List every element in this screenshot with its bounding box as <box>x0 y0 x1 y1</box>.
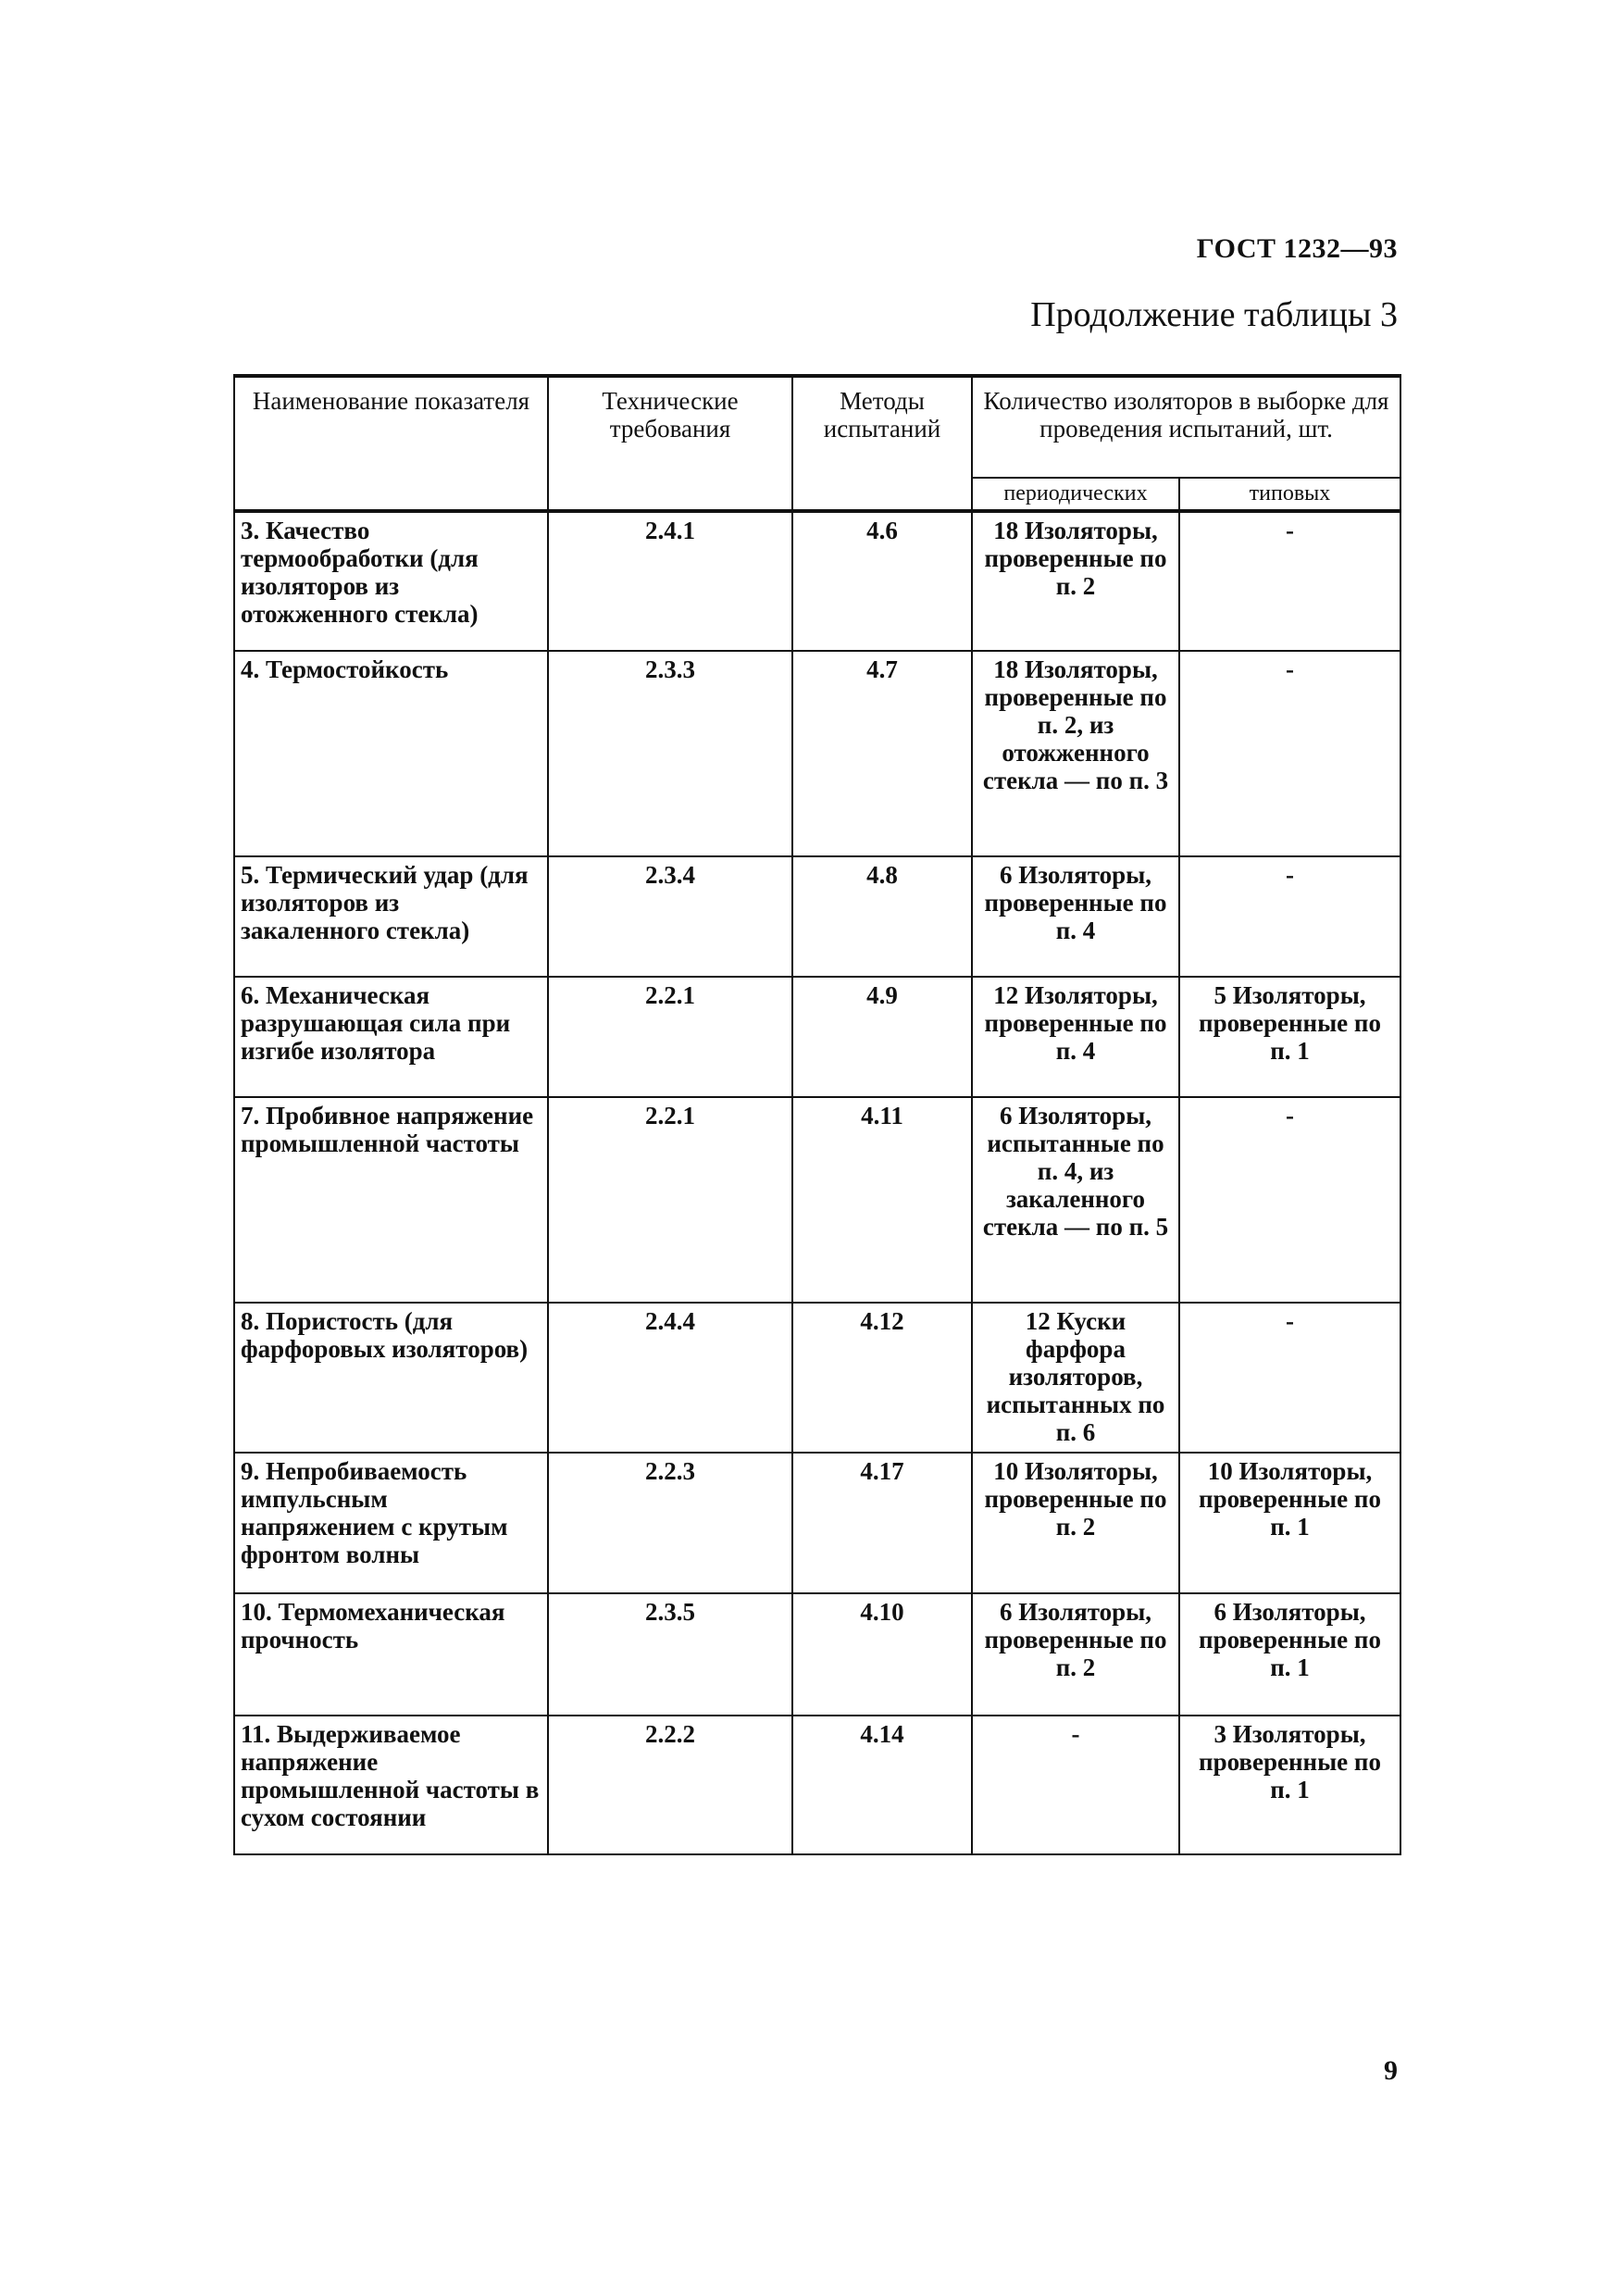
row-tech-cell: 2.4.1 <box>548 511 792 651</box>
row-periodic-cell: 6 Изоляторы, испытанные по п. 4, из закаленного стекла — по п. 5 <box>972 1097 1179 1303</box>
table-row <box>234 1716 1400 1854</box>
row-name-cell: 3. Качество термообработки (для изоляторов из отожженного стекла) <box>234 511 548 651</box>
row-type-cell: - <box>1179 1303 1400 1453</box>
row-method-cell: 4.7 <box>792 651 972 856</box>
row-tech-cell: 2.4.4 <box>548 1303 792 1453</box>
row-type-cell: 5 Изоляторы, проверенные по п. 1 <box>1179 977 1400 1097</box>
test-table <box>233 374 1401 1855</box>
table-row <box>234 511 1400 651</box>
row-type-cell: 6 Изоляторы, проверенные по п. 1 <box>1179 1593 1400 1716</box>
row-method-cell: 4.11 <box>792 1097 972 1303</box>
table-row <box>234 856 1400 977</box>
col-header-type: типовых <box>1179 478 1400 512</box>
row-periodic-cell: 12 Куски фарфора изоляторов, испытанных по п. 6 <box>972 1303 1179 1453</box>
row-tech-cell: 2.3.3 <box>548 651 792 856</box>
table-row <box>234 1303 1400 1453</box>
row-periodic-cell: 12 Изоляторы, проверенные по п. 4 <box>972 977 1179 1097</box>
row-name-cell: 6. Механическая разрушающая сила при изгибе изолятора <box>234 977 548 1097</box>
table-row <box>234 651 1400 856</box>
row-periodic-cell: 6 Изоляторы, проверенные по п. 2 <box>972 1593 1179 1716</box>
row-type-cell: 10 Изоляторы, проверенные по п. 1 <box>1179 1453 1400 1593</box>
row-name-cell: 7. Пробивное напряжение промышленной частоты <box>234 1097 548 1303</box>
row-method-cell: 4.10 <box>792 1593 972 1716</box>
document-code: ГОСТ 1232—93 <box>1196 233 1398 264</box>
row-periodic-cell: 6 Изоляторы, проверенные по п. 4 <box>972 856 1179 977</box>
row-name-cell: 8. Пористость (для фарфоровых изоляторов) <box>234 1303 548 1453</box>
col-header-methods: Методы испытаний <box>792 376 972 511</box>
row-tech-cell: 2.3.5 <box>548 1593 792 1716</box>
header-row <box>234 376 1400 478</box>
row-periodic-cell: 18 Изоляторы, проверенные по п. 2 <box>972 511 1179 651</box>
row-name-cell: 4. Термостойкость <box>234 651 548 856</box>
col-header-name: Наименование показателя <box>234 376 548 511</box>
row-type-cell: - <box>1179 511 1400 651</box>
table-continuation-title: Продолжение таблицы 3 <box>1030 295 1398 334</box>
row-periodic-cell: 10 Изоляторы, проверенные по п. 2 <box>972 1453 1179 1593</box>
row-name-cell: 9. Непробиваемость импульсным напряжением с крутым фронтом волны <box>234 1453 548 1593</box>
row-name-cell: 5. Термический удар (для изоляторов из закаленного стекла) <box>234 856 548 977</box>
table-row <box>234 1097 1400 1303</box>
table-row <box>234 1453 1400 1593</box>
row-method-cell: 4.17 <box>792 1453 972 1593</box>
row-name-cell: 10. Термомеханическая прочность <box>234 1593 548 1716</box>
row-type-cell: - <box>1179 856 1400 977</box>
row-type-cell: - <box>1179 651 1400 856</box>
row-periodic-cell: 18 Изоляторы, проверенные по п. 2, из отожженного стекла — по п. 3 <box>972 651 1179 856</box>
page-number: 9 <box>1384 2055 1398 2086</box>
row-tech-cell: 2.2.3 <box>548 1453 792 1593</box>
row-name-cell: 11. Выдерживаемое напряжение промышленной частоты в сухом состоянии <box>234 1716 548 1854</box>
table-row <box>234 977 1400 1097</box>
row-tech-cell: 2.2.1 <box>548 977 792 1097</box>
row-tech-cell: 2.2.1 <box>548 1097 792 1303</box>
row-method-cell: 4.12 <box>792 1303 972 1453</box>
row-method-cell: 4.9 <box>792 977 972 1097</box>
col-header-quantity: Количество изоляторов в выборке для проведения испытаний, шт. <box>972 376 1400 478</box>
row-type-cell: - <box>1179 1097 1400 1303</box>
table-row <box>234 1593 1400 1716</box>
row-method-cell: 4.14 <box>792 1716 972 1854</box>
col-header-tech: Технические требования <box>548 376 792 511</box>
col-header-periodic: периодических <box>972 478 1179 512</box>
row-tech-cell: 2.2.2 <box>548 1716 792 1854</box>
row-type-cell: 3 Изоляторы, проверенные по п. 1 <box>1179 1716 1400 1854</box>
row-periodic-cell: - <box>972 1716 1179 1854</box>
row-method-cell: 4.6 <box>792 511 972 651</box>
row-tech-cell: 2.3.4 <box>548 856 792 977</box>
row-method-cell: 4.8 <box>792 856 972 977</box>
